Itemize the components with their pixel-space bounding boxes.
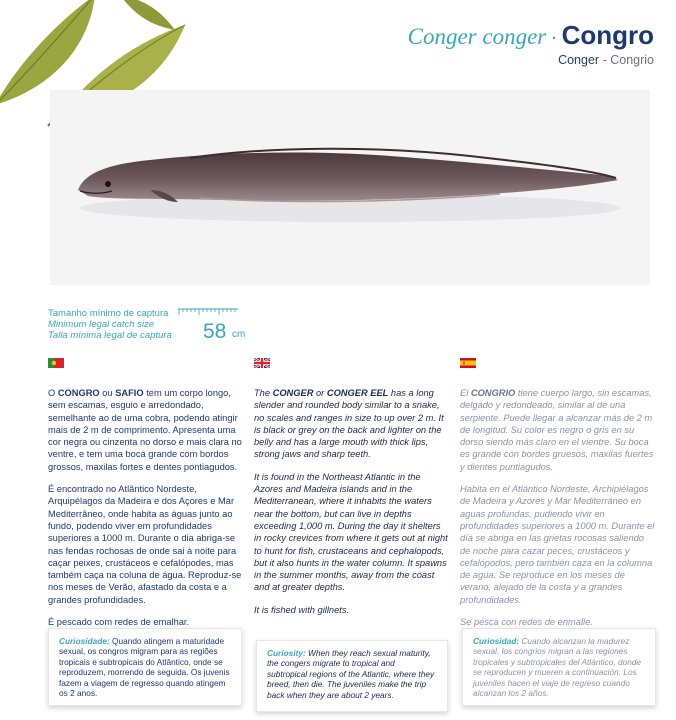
fish-photo: [50, 90, 650, 285]
description-en: [254, 387, 450, 461]
min-size-label-pt: Tamanho mínimo de captura: [48, 308, 169, 319]
column-english: [254, 358, 450, 626]
species-name: SAFIO: [115, 388, 144, 398]
curiosity-box-es: [462, 628, 656, 706]
curiosity-text-es: Cuando alcanzan la madurez sexual, los congrios migran a las regiones tropicales y subtropicales del Atlántico, donde se reproducen y mueren a continuación. Los juveniles hacen el viaje de regreso cuando alcanzan los 2 años.: [473, 636, 642, 699]
text-fragment: ou: [99, 388, 116, 398]
text-fragment: El: [460, 388, 471, 398]
ruler-icon: [178, 308, 238, 316]
curiosity-box-en: [256, 640, 448, 712]
fishing-en: It is fished with gillnets.: [254, 604, 350, 615]
curiosity-text-en: When they reach sexual maturity, the congers migrate to tropical and subtropical regions of the Atlantic, where they breed, then die. The juveniles make the trip back when they are about 2 years.: [267, 648, 435, 700]
text-fragment: or: [313, 388, 327, 398]
species-name: CONGRIO: [470, 388, 516, 398]
species-name: CONGRO: [57, 388, 100, 398]
curiosity-heading-en: Curiosity:: [267, 648, 306, 658]
min-size-label-es: Talla mínima legal de captura: [48, 330, 172, 341]
title-block: [408, 20, 654, 67]
habitat-en: It is found in the Northeast Atlantic in the Azores and Madeira islands and in the Mediterranean, where it inhabits the waters near the bottom, but can live in depths exceeding 1,000 m. During the day it shelters in rocky crevices from where it gets out at night to hunt for fish, crustaceans and cephalopods, but it also hunts in the water column. It spawns in the summer months, away from the coast and at greater depths.: [254, 471, 448, 593]
fishing-pt: É pescado com redes de emalhar.: [48, 617, 190, 628]
min-size-value: 58: [203, 320, 227, 343]
text-fragment: O: [48, 388, 58, 398]
min-size-label-en: Minimum legal catch size: [48, 319, 155, 330]
portugal-flag-icon: [48, 358, 64, 368]
column-portuguese: [48, 358, 244, 638]
subtitle-dash: -: [602, 53, 607, 67]
title-separator: ·: [550, 24, 558, 49]
conger-eel-icon: [50, 90, 650, 285]
column-spanish: [460, 358, 656, 638]
species-name: CONGER EEL: [326, 388, 389, 398]
text-fragment: tem um corpo longo, sem escamas, esguio e arredondado, semelhante ao de uma cobra, podendo atingir mais de 2 m de comprimento. Apresenta uma cor negra ou cinzenta no dorso e mais clara no ventre, e tem uma boca grande com bordos grossos, maxilas fortes e dentes pontiagudos.: [48, 388, 242, 472]
subtitle-spanish: Congrio: [610, 53, 654, 67]
text-fragment: The: [254, 388, 273, 398]
page-title: [408, 20, 654, 51]
uk-flag-icon: [254, 358, 270, 368]
curiosity-box-pt: [48, 628, 242, 706]
curiosity-text-pt: Quando atingem a maturidade sexual, os congros migram para as regiões tropicais e subtropicais do Atlântico, onde se reproduzem, morrendo de seguida. Os juvenis fazem a viagem de regresso quando atingem os 2 anos.: [59, 636, 230, 699]
curiosity-heading-es: Curiosidad:: [473, 636, 520, 646]
min-size-unit: cm: [232, 329, 246, 340]
fishing-es: Se pesca con redes de enmalle.: [460, 617, 593, 628]
subtitle: [408, 53, 654, 67]
text-fragment: has a long slender and rounded body similar to a snake, no scales and ranges in size to up over 2 m. It is black or grey on the back and lighter on the belly and has a large mouth with thick lips, strong jaws and sharp teeth.: [254, 388, 444, 460]
common-name: Congro: [561, 20, 654, 50]
description-es: [460, 387, 656, 473]
species-name: CONGER: [272, 388, 314, 398]
description-pt: [48, 387, 244, 473]
curiosity-heading-pt: Curiosidade:: [59, 636, 110, 646]
scientific-name: Conger conger: [407, 24, 547, 49]
subtitle-english: Conger: [558, 53, 600, 67]
text-fragment: tiene cuerpo largo, sin escamas, delgado y redondeado, similar al de una serpiente. Puede llegar a alcanzar más de 2 m de longitud. Su color es negro o gris en su dorso siendo más claro en el vientre. Su boca es grande con bordes gruesos, maxilas fuertes y dientes puntiagudos.: [460, 388, 654, 472]
spain-flag-icon: [460, 358, 476, 368]
habitat-pt: É encontrado no Atlântico Nordeste, Arquipélagos da Madeira e dos Açores e Mar Mediterrâneo, onde habita as águas junto ao fundo, podendo viver em profundidades superiores a 1000 m. Durante o dia abriga-se nas fendas rochosas de onde sai à noite para caçar peixes, crustáceos e cefalópodes, mas também caça na coluna de água. Reproduz-se nos meses de Verão, afastado da costa e a grandes profundidades.: [48, 484, 242, 605]
min-size-block: [48, 308, 248, 348]
habitat-es: Habita en el Atlántico Nordeste, Archipiélagos de Madeira y Azores y Mar Mediterráneo en aguas profundas, pudiendo vivir en profundidades superiores a 1000 m. Durante el día se abriga en las grietas rocosas saliendo de noche para cazar peces, crustáceos y cefalópodos, pero también caza en la columna de agua. Se reproduce en los meses de verano, alejado de la costa y a grandes profundidades.: [460, 484, 655, 605]
